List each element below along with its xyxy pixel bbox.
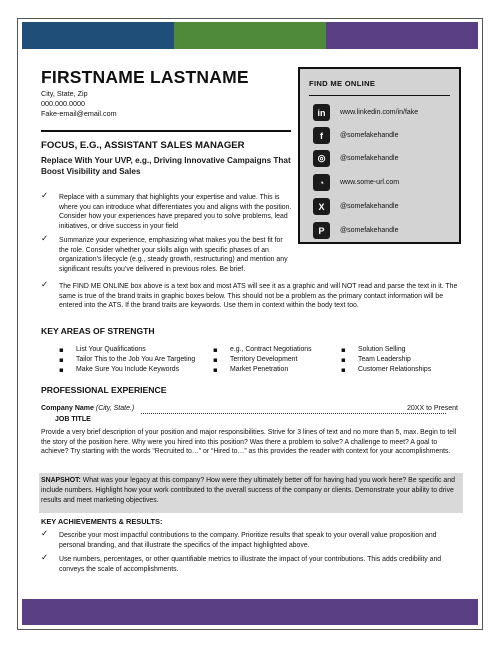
social-x[interactable] [313,198,398,215]
checkmark-icon: ✓ [41,553,49,563]
social-label[interactable]: www.some-url.com [340,179,400,186]
contact-phone: 000.000.0000 [41,99,85,109]
green-bar [174,22,326,49]
list-item: ▪ Solution Selling [341,345,431,355]
list-item: ✓ Replace with a summary that highlights your expertise and value. This is where you can introduce what differentiates you and aligns with the position. Consider how your experiences have prepared you to solve problems, lead initiatives, or drive success in your field [41,191,292,230]
list-item: ✓ Summarize your experience, emphasizing what makes you the best fit for the role. Consider whether your skills align with specific phases of an organization’s lifecycle (e.g., steady growth, restructuring) and mention any significant results you’ve delivered in previous roles. Be brief. [41,234,288,273]
header-divider [41,130,291,132]
strengths-column-2 [213,345,312,375]
achievements-title: KEY ACHIEVEMENTS & RESULTS: [41,517,163,526]
contact-city: City, State, Zip [41,89,88,98]
social-label[interactable]: @somefakehandle [340,155,399,162]
social-label[interactable]: @somefakehandle [340,203,399,210]
strengths-column-3 [341,345,431,375]
find-me-divider [309,95,450,96]
achievements-list [41,531,461,579]
candidate-name: FIRSTNAME LASTNAME [41,67,249,87]
checkmark-icon: ✓ [41,191,49,201]
strengths-title: KEY AREAS OF STRENGTH [41,326,155,336]
snapshot-box [39,473,463,513]
list-item: ▪ Territory Development [213,355,312,365]
find-me-title: FIND ME ONLINE [309,79,376,88]
job-dates: 20XX to Present [407,405,458,412]
job-description: Provide a very brief description of your position and major responsibilities. Strive for 3 lines of text and no more than 5, max. Begin to tell the story of the position here. Why were you hired into this position? Was there a problem to solve? A challenge to meet? A goal to achieve? Try starting with the words “Recruited to…” or “Hired to…” as this provides the reader with context for your accomplishments. [41,429,457,455]
header-color-bars [22,22,478,49]
job-heading [41,405,461,412]
strengths-column-1 [59,345,195,375]
summary-bullets [41,193,293,279]
list-item: ✓ Describe your most impactful contributions to the company. Prioritize results that speak to your overall value proposition and personal branding, and that illustrate the specifics of the impact highlighted above. [41,529,437,549]
contact-email[interactable]: Fake-email@email.com [41,109,117,119]
uvp-statement: Replace With Your UVP, e.g., Driving Innovative Campaigns That Boost Visibility and Sales [41,156,291,176]
list-item: ▪ Customer Relationships [341,365,431,375]
ats-note [41,282,461,316]
snapshot-label: SNAPSHOT: [41,477,81,484]
snapshot-text [41,476,461,505]
checkmark-icon: ✓ [41,280,49,290]
focus-title: FOCUS, E.G., ASSISTANT SALES MANAGER [41,140,245,151]
x-icon: X [313,198,330,215]
pinterest-icon: P [313,222,330,239]
list-item: ▪ Market Penetration [213,365,312,375]
list-item: ✓ Use numbers, percentages, or other quantifiable metrics to illustrate the impact of your contributions. This adds credibility and conveys the scale of accomplishments. [41,553,442,573]
purple-bar [326,22,478,49]
checkmark-icon: ✓ [41,529,49,539]
list-item: ▪ Make Sure You Include Keywords [59,365,195,375]
list-item: ▪ e.g., Contract Negotiations [213,345,312,355]
company-location: (City, State.) [95,405,135,412]
experience-title: PROFESSIONAL EXPERIENCE [41,385,167,395]
find-me-online-box [298,67,461,244]
snapshot-body: What was your legacy at this company? How were they ultimately better off for having had you work here? Be specific and include numbers. Highlight how your work contributed to the overall success of the company or clients. Demonstrate your ability to drive results and meet marketing objectives. [41,477,455,504]
social-label[interactable]: @somefakehandle [340,227,399,234]
social-label[interactable]: www.linkedin.com/in/fake [340,109,419,116]
contact-block [41,89,117,120]
company-name: Company Name [41,405,94,412]
list-item: ▪ List Your Qualifications [59,345,195,355]
linkedin-icon: in [313,104,330,121]
instagram-icon: ◎ [313,150,330,167]
list-item: ▪ Team Leadership [341,355,431,365]
checkmark-icon: ✓ [41,234,49,244]
social-facebook[interactable] [313,127,398,144]
job-title: JOB TITLE [55,416,91,423]
social-instagram[interactable] [313,150,398,167]
facebook-icon: f [313,127,330,144]
rss-icon: ◔ [313,174,330,191]
social-rss[interactable] [313,174,399,191]
social-label[interactable]: @somefakehandle [340,132,399,139]
list-item: ▪ Tailor This to the Job You Are Targeting [59,355,195,365]
dotted-leader [141,413,446,414]
blue-bar [22,22,174,49]
footer-color-bar [22,599,478,625]
social-linkedin[interactable] [313,104,418,121]
list-item: ✓ The FIND ME ONLINE box above is a text box and most ATS will see it as a graphic and will NOT read and parse the text in it. The same is true of the brand traits in graphic boxes below. This should not be a problem as the primary contact information will be entered into the ATS. If the brand traits are keywords. Use them in context within the body text too. [41,280,458,309]
social-pinterest[interactable] [313,222,398,239]
